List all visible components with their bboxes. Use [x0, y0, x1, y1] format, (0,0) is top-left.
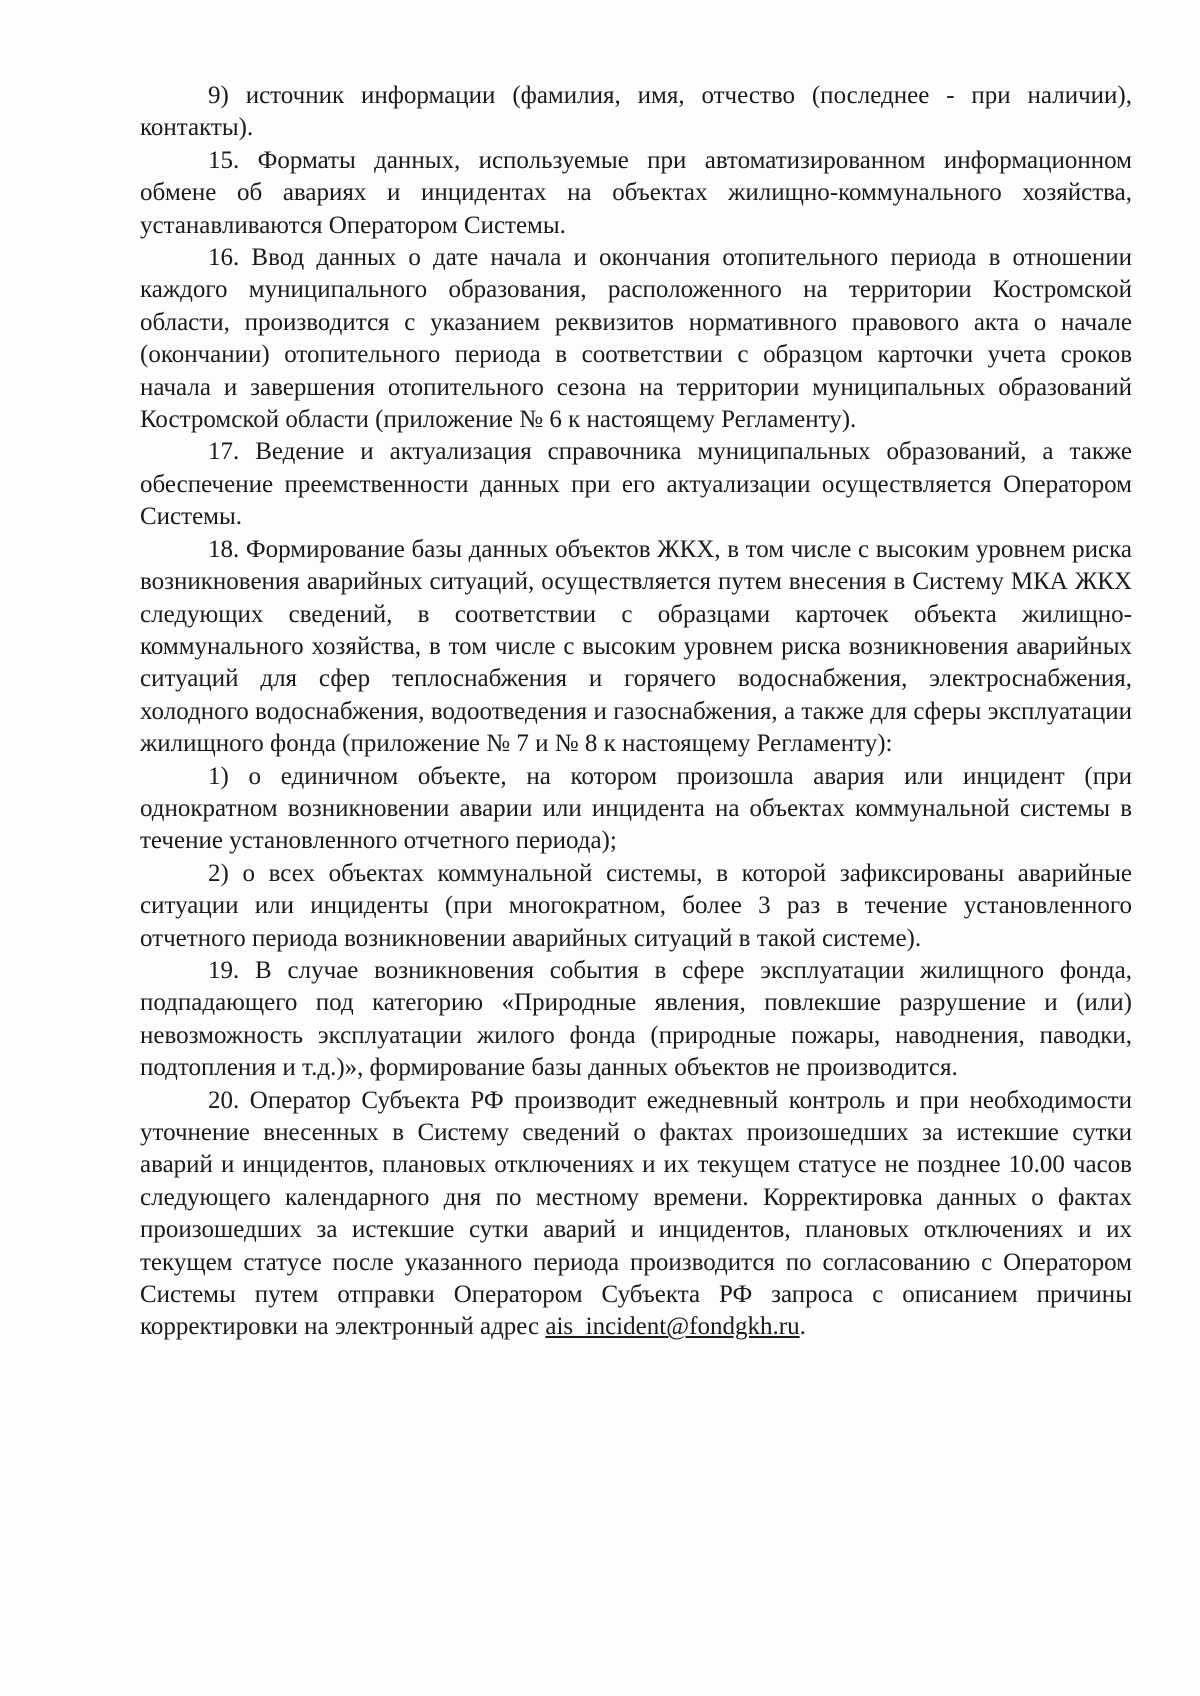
paragraph-9: 9) источник информации (фамилия, имя, отчество (последнее - при наличии), контакты). [140, 82, 1132, 142]
paragraph-16: 16. Ввод данных о дате начала и окончания отопительного периода в отношении каждого муниципального образования, расположенного на территории Костромской области, производится с указанием реквизитов нормативного правового акта о начале (окончании) отопительного периода в соответствии с образцом карточки учета сроков начала и завершения отопительного сезона на территории муниципальных образований Костромской области (приложение № 6 к настоящему Регламенту). [140, 244, 1132, 434]
document-body [140, 80, 1132, 1344]
paragraph-17: 17. Ведение и актуализация справочника муниципальных образований, а также обеспечение преемственности данных при его актуализации осуществляется Оператором Системы. [140, 438, 1132, 531]
paragraph-20-text: 20. Оператор Субъекта РФ производит ежедневный контроль и при необходимости уточнение внесенных в Систему сведений о фактах произошедших за истекшие сутки аварий и инцидентов, плановых отключениях и их текущем статусе не позднее 10.00 часов следующего календарного дня по местному времени. Корректировка данных о фактах произошедших за истекшие сутки аварий и инцидентов, плановых отключениях и их текущем статусе после указанного периода производится по согласованию с Оператором Системы путем отправки Оператором Субъекта РФ запроса с описанием причины корректировки на электронный адрес [140, 1086, 1132, 1341]
paragraph-19: 19. В случае возникновения события в сфере эксплуатации жилищного фонда, подпадающего под категорию «Природные явления, повлекшие разрушение и (или) невозможность эксплуатации жилого фонда (природные пожары, наводнения, паводки, подтопления и т.д.)», формирование базы данных объектов не производится. [140, 956, 1132, 1082]
paragraph-20 [140, 1085, 1132, 1344]
paragraph-18-item-1: 1) о единичном объекте, на котором произошла авария или инцидент (при однократном возникновении аварии или инцидента на объектах коммунальной системы в течение установленного отчетного периода); [140, 762, 1132, 855]
paragraph-20-tail: . [799, 1313, 806, 1341]
paragraph-15: 15. Форматы данных, используемые при автоматизированном информационном обмене об авариях и инцидентах на объектах жилищно-коммунального хозяйства, устанавливаются Оператором Системы. [140, 146, 1132, 239]
paragraph-18: 18. Формирование базы данных объектов ЖКХ, в том числе с высоким уровнем риска возникновения аварийных ситуаций, осуществляется путем внесения в Систему МКА ЖКХ следующих сведений, в соответствии с образцами карточек объекта жилищно-коммунального хозяйства, в том числе с высоким уровнем риска возникновения аварийных ситуаций для сфер теплоснабжения и горячего водоснабжения, электроснабжения, холодного водоснабжения, водоотведения и газоснабжения, а также для сферы эксплуатации жилищного фонда (приложение № 7 и № 8 к настоящему Регламенту): [140, 535, 1132, 758]
paragraph-18-item-2: 2) о всех объектах коммунальной системы, в которой зафиксированы аварийные ситуации или инциденты (при многократном, более 3 раз в течение установленного отчетного периода возникновении аварийных ситуаций в такой системе). [140, 859, 1132, 952]
email-link[interactable]: ais_incident@fondgkh.ru [545, 1313, 800, 1341]
